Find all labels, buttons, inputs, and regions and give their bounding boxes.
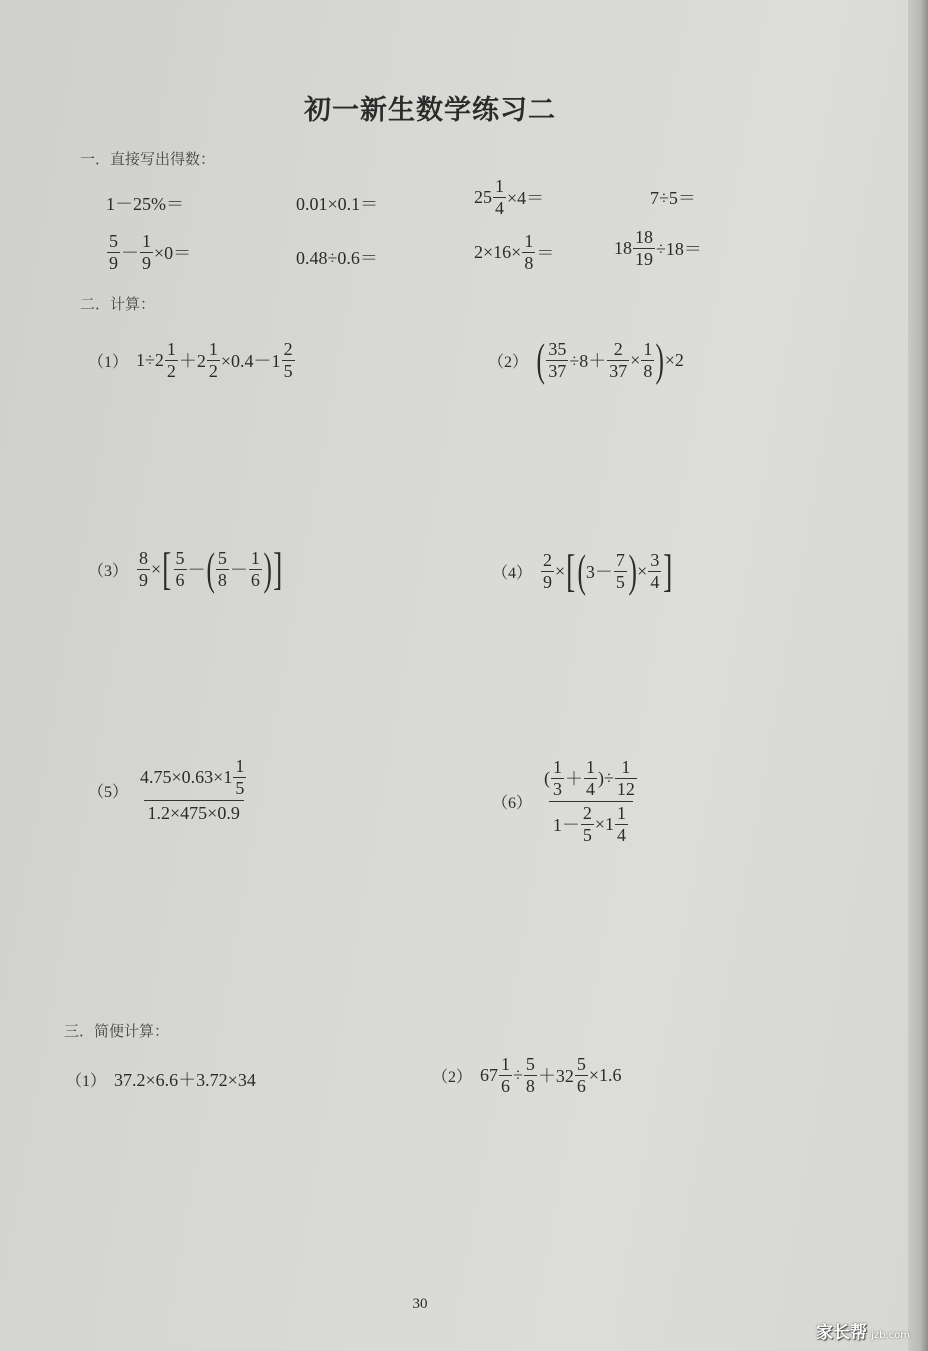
watermark-text: 家长帮: [816, 1323, 868, 1343]
problem-3-2: [432, 1055, 622, 1096]
problem-2-3: [88, 543, 283, 594]
exercise-1c-whole: 25: [474, 186, 492, 207]
exercise-1f-text: 0.48÷0.6＝: [296, 248, 378, 268]
expr-part: ＋: [565, 769, 584, 790]
fraction: [551, 758, 564, 799]
fraction-denominator: 19: [635, 248, 653, 269]
exercise-1e-fraction-2: [140, 232, 153, 273]
page-number: 30: [412, 1296, 428, 1312]
page-edge-shadow: [908, 0, 928, 1351]
fraction: [524, 1055, 537, 1096]
left-bracket: [: [566, 545, 576, 596]
fraction-denominator: 9: [109, 252, 118, 273]
exercise-1f: [296, 244, 378, 270]
expr-part: 67: [480, 1064, 499, 1085]
expr-part: 1÷2: [136, 349, 164, 370]
exercise-1h-tail: ÷18＝: [656, 239, 702, 260]
fraction-denominator: 3: [553, 778, 563, 799]
complex-fraction: [136, 757, 251, 824]
exercise-1d-text: 7÷5＝: [650, 188, 696, 208]
fraction: [499, 1055, 512, 1096]
exercise-1h: [614, 228, 702, 269]
fraction-denominator: 5: [615, 571, 625, 592]
exercise-1a-text: 1－25%＝: [106, 194, 184, 214]
left-paren: (: [205, 543, 215, 594]
exercise-1g-fraction: [522, 232, 535, 273]
watermark-logo: [816, 1318, 910, 1343]
exercise-1c-tail: ×4＝: [507, 188, 545, 209]
fraction-numerator: 1: [586, 757, 596, 777]
left-paren: (: [576, 545, 586, 596]
fraction-denominator: 8: [643, 360, 653, 381]
left-bracket: [: [162, 543, 172, 594]
fraction-numerator: 5: [109, 231, 118, 251]
fraction-numerator: 1: [621, 757, 631, 777]
problem-label: （2）: [488, 353, 529, 371]
fraction-denominator: 37: [548, 360, 567, 381]
exercise-1h-whole: 18: [614, 237, 632, 258]
problem-2-6: [492, 758, 642, 845]
fraction: [575, 1055, 588, 1096]
fraction: [641, 340, 654, 381]
exercise-1g-head: 2×16×: [474, 241, 522, 262]
problem-label: （3）: [88, 562, 129, 580]
right-paren: ): [655, 334, 665, 385]
exercise-1e: [106, 232, 191, 273]
fraction-numerator: 5: [525, 1054, 535, 1074]
problem-label: （5）: [88, 783, 129, 801]
complex-fraction: [540, 758, 642, 845]
fraction-denominator: 8: [525, 1075, 535, 1096]
fraction: [249, 549, 262, 590]
fraction-numerator: 1: [208, 339, 218, 359]
expr-part: ×1.6: [588, 1064, 622, 1085]
section-3-heading: 三．简便计算：: [64, 1022, 170, 1040]
right-bracket: ]: [663, 545, 673, 596]
fraction-numerator: 2: [543, 549, 553, 570]
fraction-denominator: 5: [582, 824, 592, 845]
fraction-denominator: 9: [139, 569, 149, 590]
page-title: 初一新生数学练习二: [304, 95, 556, 126]
fraction: [282, 340, 295, 381]
fraction-numerator: 5: [576, 1054, 586, 1074]
fraction-denominator: 9: [543, 571, 553, 592]
fraction-numerator: 2: [582, 802, 592, 823]
problem-label: （1）: [66, 1072, 107, 1090]
exercise-1g: [474, 232, 554, 273]
fraction-numerator: 7: [615, 549, 625, 570]
expr-part: 4.75×0.63×1: [140, 766, 233, 787]
fraction-denominator: 9: [142, 252, 151, 273]
fraction-numerator: 1: [166, 339, 176, 359]
expr-part: ×0.4－1: [220, 351, 281, 372]
expr-part: ×1: [594, 813, 615, 834]
fraction: [207, 340, 220, 381]
complex-fraction-top: [136, 757, 251, 800]
right-bracket: ]: [273, 543, 283, 594]
expr-part: ＋2: [178, 351, 206, 372]
fraction-denominator: 6: [250, 569, 260, 590]
fraction-numerator: 8: [139, 547, 149, 568]
right-paren: ): [263, 543, 272, 594]
expr-part: ÷: [513, 1064, 523, 1085]
fraction-denominator: 8: [217, 569, 227, 590]
fraction-denominator: 6: [501, 1075, 511, 1096]
expr-part: ×: [151, 558, 162, 579]
fraction: [584, 758, 597, 799]
fraction-numerator: 5: [175, 547, 185, 568]
fraction: [165, 340, 178, 381]
problem-label: （2）: [432, 1068, 473, 1086]
fraction-numerator: 1: [495, 176, 504, 196]
fraction-numerator: 2: [283, 339, 293, 359]
fraction-numerator: 35: [548, 338, 567, 359]
complex-fraction-bottom: [549, 801, 633, 845]
exercise-1d: [650, 184, 696, 210]
fraction: [541, 551, 554, 592]
fraction: [546, 340, 568, 381]
problem-label: （1）: [88, 353, 129, 371]
exercise-1e-tail: ×0＝: [154, 243, 192, 264]
fraction: [615, 804, 628, 845]
expr-part: ×: [630, 349, 641, 370]
fraction-numerator: 1: [617, 802, 627, 823]
exercise-1e-op: －: [121, 243, 139, 264]
expr-part: －: [187, 560, 206, 580]
expr-part: 1－: [552, 815, 580, 836]
fraction: [648, 551, 661, 592]
fraction-numerator: 1: [524, 231, 534, 251]
section-2-heading: 二．计算：: [80, 295, 156, 313]
fraction-denominator: 2: [208, 360, 218, 381]
fraction-numerator: 5: [217, 547, 227, 568]
fraction: [607, 340, 629, 381]
fraction-numerator: 1: [501, 1054, 511, 1074]
problem-label: （4）: [492, 564, 533, 582]
fraction-numerator: 2: [613, 338, 623, 359]
expr-part: ×: [555, 560, 566, 581]
fraction: [614, 551, 627, 592]
expr-part: ×: [637, 560, 648, 581]
exercise-1c: [474, 177, 544, 218]
expr-part: )÷: [598, 767, 614, 788]
fraction-denominator: 12: [616, 778, 635, 799]
fraction: [233, 757, 246, 798]
fraction-numerator: 18: [635, 227, 653, 247]
fraction-numerator: 1: [235, 756, 245, 776]
left-paren: (: [536, 334, 545, 385]
expr-part: ×2: [664, 349, 684, 370]
fraction-numerator: 3: [650, 549, 660, 570]
expr-part: －: [229, 560, 248, 580]
fraction: [137, 549, 150, 590]
fraction: [174, 549, 187, 590]
fraction-denominator: 4: [617, 824, 627, 845]
problem-2-1: [88, 340, 296, 381]
section-1-heading: 一．直接写出得数：: [80, 150, 216, 168]
exercise-1g-tail: ＝: [536, 243, 555, 264]
fraction-denominator: 6: [576, 1075, 586, 1096]
exercise-1h-fraction: [633, 228, 655, 269]
exercise-1b-text: 0.01×0.1＝: [296, 194, 379, 214]
problem-2-4: [492, 545, 674, 596]
exercise-1b: [296, 190, 378, 216]
expr-part: ÷8＋: [569, 351, 607, 371]
complex-fraction-top: [540, 758, 642, 801]
fraction: [216, 549, 229, 590]
fraction-denominator: 2: [166, 360, 176, 381]
fraction-numerator: 1: [643, 338, 653, 359]
fraction-denominator: 5: [283, 360, 293, 381]
exercise-1c-fraction: [493, 177, 506, 218]
fraction-numerator: 1: [142, 231, 151, 251]
complex-fraction-bottom: 1.2×475×0.9: [144, 800, 244, 824]
right-paren: ): [628, 545, 637, 596]
fraction-denominator: 37: [609, 360, 628, 381]
problem-2-5: [88, 757, 251, 824]
problem-3-1: [66, 1066, 256, 1092]
expr-part: ＋32: [537, 1066, 574, 1087]
expr-part: 37.2×6.6＋3.72×34: [114, 1070, 256, 1090]
fraction-numerator: 1: [553, 757, 563, 777]
exercise-1a: [106, 190, 184, 216]
fraction-numerator: 1: [250, 547, 260, 568]
problem-label: （6）: [492, 794, 533, 812]
exercise-1e-fraction-1: [107, 232, 120, 273]
fraction: [581, 804, 594, 845]
fraction-denominator: 4: [586, 778, 596, 799]
fraction-denominator: 4: [495, 197, 504, 218]
fraction-denominator: 5: [235, 777, 245, 798]
expr-part: 3－: [585, 562, 613, 582]
fraction-denominator: 8: [524, 252, 534, 273]
left-paren: (: [544, 767, 551, 788]
fraction-denominator: 4: [650, 571, 660, 592]
fraction-denominator: 6: [175, 569, 185, 590]
problem-2-2: [488, 334, 684, 385]
fraction: [615, 758, 637, 799]
watermark-domain: jzb.com: [871, 1330, 910, 1341]
